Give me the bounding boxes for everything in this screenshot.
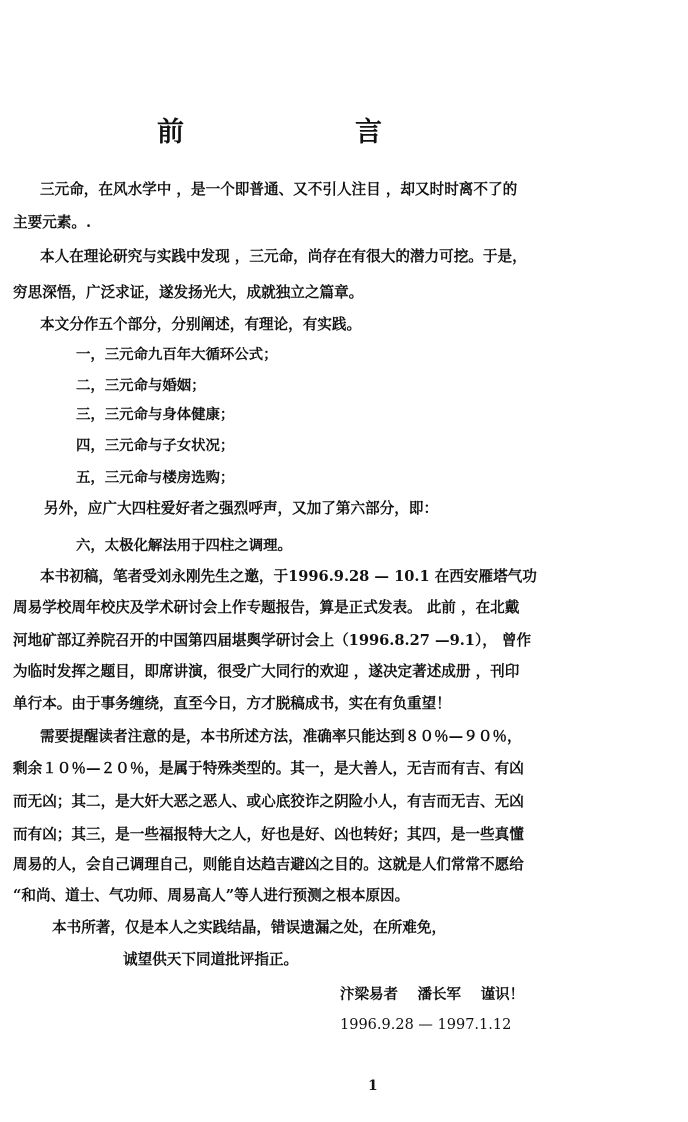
author-signature: 汴梁易者 潘长军 谨识！ [340, 986, 525, 1003]
text-line: 而有凶；其三，是一些福报特大之人，好也是好、凶也转好；其四，是一些真懂 [13, 826, 524, 843]
text-line: 而无凶；其二，是大奸大恶之恶人、或心底狡诈之阴险小人，有吉而无吉、无凶 [13, 793, 524, 810]
text-line: 本文分作五个部分，分别阐述，有理论，有实践。 [40, 316, 362, 333]
list-item: 一，三元命九百年大循环公式； [76, 346, 278, 363]
text-line: 本书所著，仅是本人之实践结晶，错误遗漏之处，在所难免， [52, 919, 447, 936]
list-item: 二，三元命与婚姻； [76, 377, 206, 394]
text-line: 另外，应广大四柱爱好者之强烈呼声，又加了第六部分，即： [44, 500, 439, 517]
list-item: 四，三元命与子女状况； [76, 437, 235, 454]
list-item: 五，三元命与楼房选购； [76, 469, 235, 486]
text-line: 穷思深悟，广泛求证，遂发扬光大，成就独立之篇章。 [13, 284, 364, 301]
title-char-1: 前 [157, 117, 184, 148]
list-item: 三，三元命与身体健康； [76, 406, 235, 423]
text-line: 河地矿部辽养院召开的中国第四届堪舆学研讨会上（1996.8.27 —9.1）， 曾作 [13, 632, 532, 649]
text-line: 需要提醒读者注意的是，本书所述方法，准确率只能达到８０％—９０％， [40, 728, 522, 745]
text-line: 本书初稿，笔者受刘永刚先生之邀，于1996.9.28 — 10.1 在西安雁塔气功 [40, 568, 537, 585]
text-line: 诚望供天下同道批评指正。 [123, 951, 299, 968]
text-line: 主要元素。. [13, 214, 92, 231]
text-line: “和尚、道士、气功师、周易高人”等人进行预测之根本原因。 [13, 887, 410, 904]
text-line: 为临时发挥之题目，即席讲演，很受广大同行的欢迎 ，遂决定著述成册 ，刊印 [13, 663, 520, 680]
list-item: 六，太极化解法用于四柱之调理。 [76, 537, 292, 554]
text-line: 单行本。由于事务缠绕，直至今日，方才脱稿成书，实在有负重望！ [13, 695, 451, 712]
text-line: 周易学校周年校庆及学术研讨会上作专题报告，算是正式发表。 此前 ，在北戴 [13, 599, 520, 616]
signature-date: 1996.9.28 — 1997.1.12 [340, 1017, 512, 1033]
text-line: 剩余１０％—２０％，是属于特殊类型的。其一，是大善人，无吉而有吉、有凶 [13, 760, 524, 777]
page-number: 1 [368, 1078, 378, 1094]
title-char-2: 言 [355, 117, 382, 148]
text-line: 周易的人，会自己调理自己，则能自达趋吉避凶之目的。这就是人们常常不愿给 [13, 856, 524, 873]
text-line: 三元命，在风水学中 ，是一个即普通、又不引人注目 ，却又时时离不了的 [40, 181, 518, 198]
text-line: 本人在理论研究与实践中发现 ，三元命，尚存在有很大的潜力可挖。于是， [40, 248, 527, 265]
